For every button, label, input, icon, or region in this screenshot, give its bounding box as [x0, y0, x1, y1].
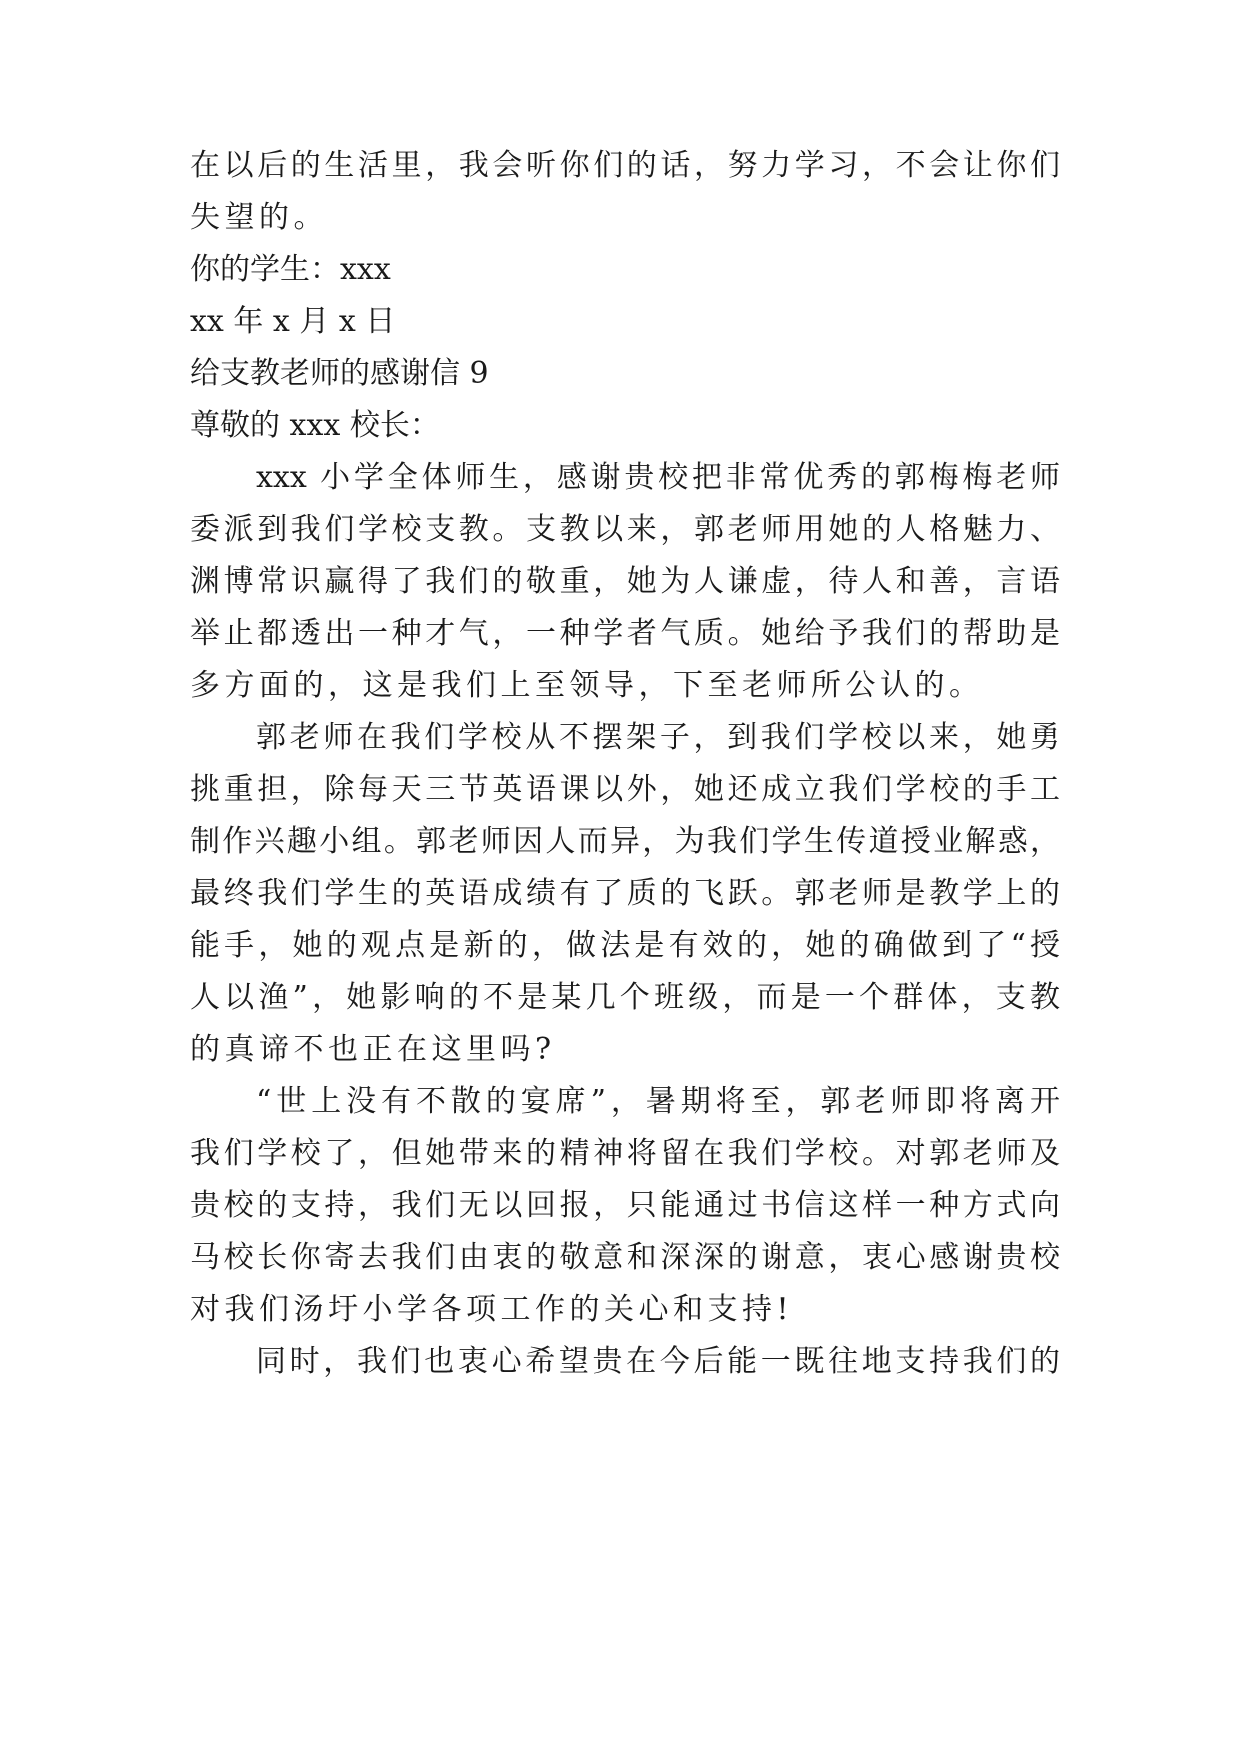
paragraph-1-line-5: 多方面的，这是我们上至领导，下至老师所公认的。: [190, 668, 984, 703]
paragraph-2-line-3: 制作兴趣小组。郭老师因人而异，为我们学生传道授业解惑，: [190, 824, 1060, 859]
paragraph-3-line-5: 对我们汤圩小学各项工作的关心和支持!: [190, 1292, 794, 1327]
paragraph-1-line-1: xxx 小学全体师生，感谢贵校把非常优秀的郭梅梅老师: [256, 460, 1060, 495]
salutation: 尊敬的 xxx 校长：: [190, 408, 440, 443]
paragraph-1-line-3: 渊博常识赢得了我们的敬重，她为人谦虚，待人和善，言语: [190, 564, 1060, 599]
paragraph-2-line-5: 能手，她的观点是新的，做法是有效的，她的确做到了“授: [190, 928, 1060, 963]
paragraph-2-line-1: 郭老师在我们学校从不摆架子，到我们学校以来，她勇: [256, 720, 1060, 755]
paragraph-3-line-2: 我们学校了，但她带来的精神将留在我们学校。对郭老师及: [190, 1136, 1060, 1171]
letter-title: 给支教老师的感谢信 9: [190, 356, 489, 391]
paragraph-2-line-4: 最终我们学生的英语成绩有了质的飞跃。郭老师是教学上的: [190, 876, 1060, 911]
paragraph-3-line-3: 贵校的支持，我们无以回报，只能通过书信这样一种方式向: [190, 1188, 1060, 1223]
paragraph-2-line-6: 人以渔”，她影响的不是某几个班级，而是一个群体，支教: [190, 980, 1060, 1015]
paragraph-3-line-1: “世上没有不散的宴席”，暑期将至，郭老师即将离开: [256, 1084, 1060, 1119]
paragraph-1-line-4: 举止都透出一种才气，一种学者气质。她给予我们的帮助是: [190, 616, 1060, 651]
paragraph-2-line-7: 的真谛不也正在这里吗?: [190, 1032, 556, 1067]
paragraph-4-line-1: 同时，我们也衷心希望贵在今后能一既往地支持我们的: [256, 1344, 1060, 1379]
paragraph-3-line-4: 马校长你寄去我们由衷的敬意和深深的谢意，衷心感谢贵校: [190, 1240, 1060, 1275]
signature-date: xx 年 x 月 x 日: [190, 304, 396, 339]
text-line-1: 在以后的生活里，我会听你们的话，努力学习，不会让你们: [190, 148, 1060, 183]
paragraph-2-line-2: 挑重担，除每天三节英语课以外，她还成立我们学校的手工: [190, 772, 1060, 807]
signature-student: 你的学生：xxx: [190, 252, 391, 287]
paragraph-1-line-2: 委派到我们学校支教。支教以来，郭老师用她的人格魅力、: [190, 512, 1060, 547]
text-line-2: 失望的。: [190, 200, 328, 235]
